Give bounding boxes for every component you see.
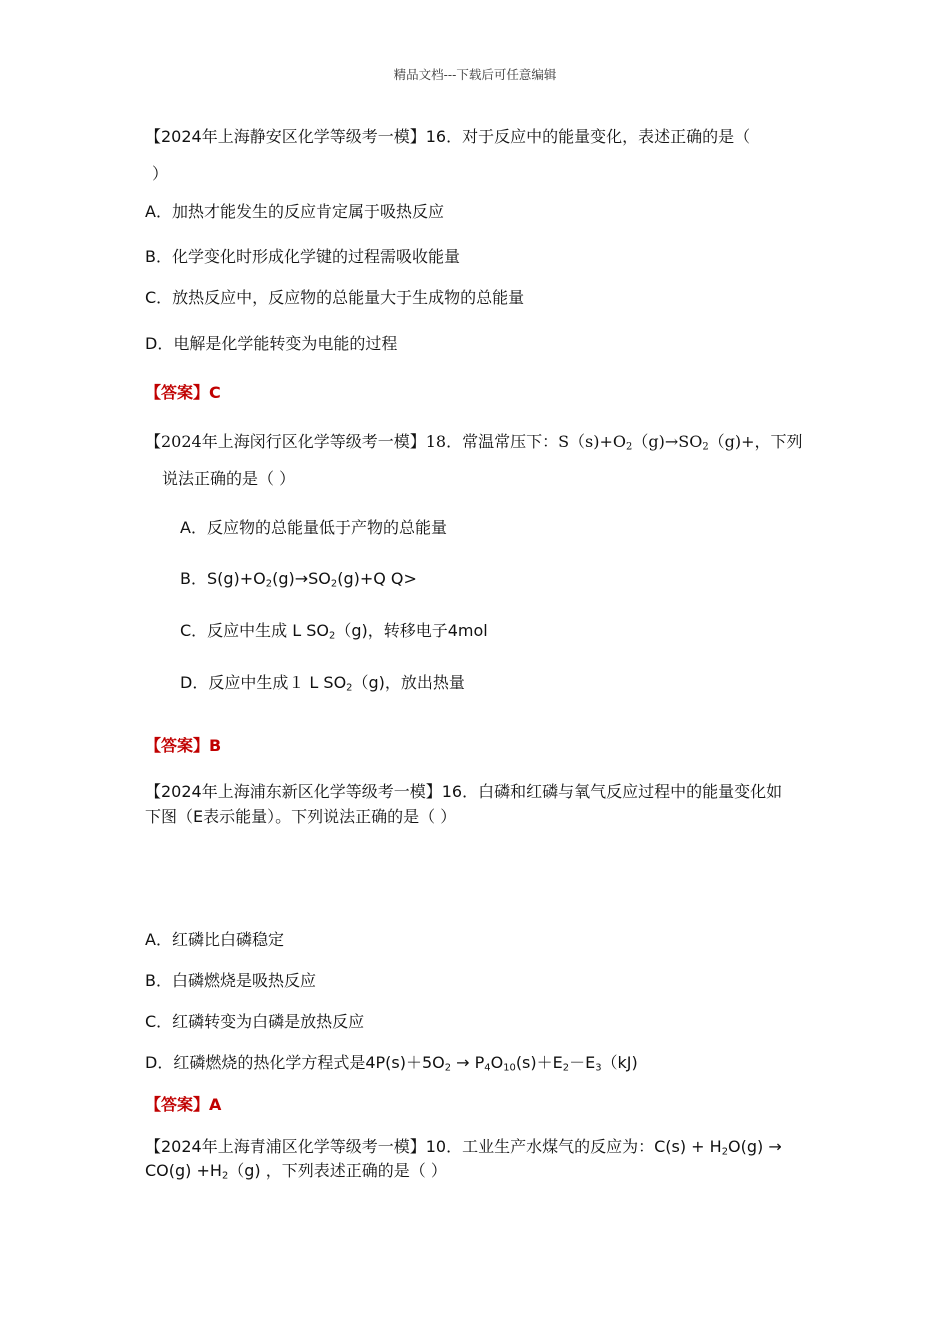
- q1-stem-line1: 【2024年上海静安区化学等级考一模】16．对于反应中的能量变化，表述正确的是（: [145, 127, 751, 146]
- q1-answer: [145, 382, 221, 404]
- q2-option-b: B．$S(g)+O_2(g)\to SO_2(g)+Q$ Q>: [180, 569, 417, 590]
- q3-option-b: B．白磷燃烧是吸热反应: [145, 971, 316, 990]
- q2-stem-line2: 说法正确的是（ ）: [162, 469, 296, 488]
- q2-stem-line1: 【2024年上海闵行区化学等级考一模】18．常温常压下：$S(s)+O_2(g)\to SO_2(g)+$，下列: [145, 432, 803, 453]
- q1-option-b: B．化学变化时形成化学键的过程需吸收能量: [145, 247, 460, 266]
- q3-stem-line1: 【2024年上海浦东新区化学等级考一模】16．白磷和红磷与氧气反应过程中的能量变化如: [145, 782, 783, 801]
- q1-stem-line2: ）: [152, 164, 169, 183]
- q2-option-a: A．反应物的总能量低于产物的总能量: [180, 518, 447, 537]
- q3-option-a: A．红磷比白磷稳定: [145, 930, 284, 949]
- q2-option-c: C．反应中生成 L $SO_2(g)$，转移电子4mol: [180, 621, 488, 642]
- answer-label: 【答案】: [145, 1095, 210, 1114]
- q4-stem-line1: 【2024年上海青浦区化学等级考一模】10．工业生产水煤气的反应为：$C(s) + H_2O(g)$ →: [145, 1137, 782, 1158]
- q3-option-d: D．红磷燃烧的热化学方程式是$4P(s)+5O_2 \to P_4O_{10}(s)+E_2-E_3(kJ)$: [145, 1053, 638, 1074]
- page-header: 精品文档---下载后可任意编辑: [393, 67, 557, 82]
- q2-answer: [145, 735, 221, 757]
- answer-label: 【答案】: [145, 736, 210, 755]
- q1-option-a: A．加热才能发生的反应肯定属于吸热反应: [145, 202, 444, 221]
- q1-option-c: C．放热反应中，反应物的总能量大于生成物的总能量: [145, 288, 525, 307]
- q2-option-d: D．反应中生成１ L $SO_2(g)$，放出热量: [180, 673, 465, 694]
- q4-stem-line2: $CO(g) +H_2(g)$ ，下列表述正确的是（ ）: [145, 1161, 447, 1182]
- answer-value: C: [209, 383, 221, 402]
- q3-answer: [145, 1094, 221, 1116]
- answer-value: A: [209, 1095, 222, 1114]
- q3-option-c: C．红磷转变为白磷是放热反应: [145, 1012, 365, 1031]
- answer-label: 【答案】: [145, 383, 210, 402]
- q1-option-d: D．电解是化学能转变为电能的过程: [145, 334, 398, 353]
- q3-stem-line2: 下图（E表示能量）。下列说法正确的是（ ）: [145, 807, 457, 826]
- answer-value: B: [209, 736, 222, 755]
